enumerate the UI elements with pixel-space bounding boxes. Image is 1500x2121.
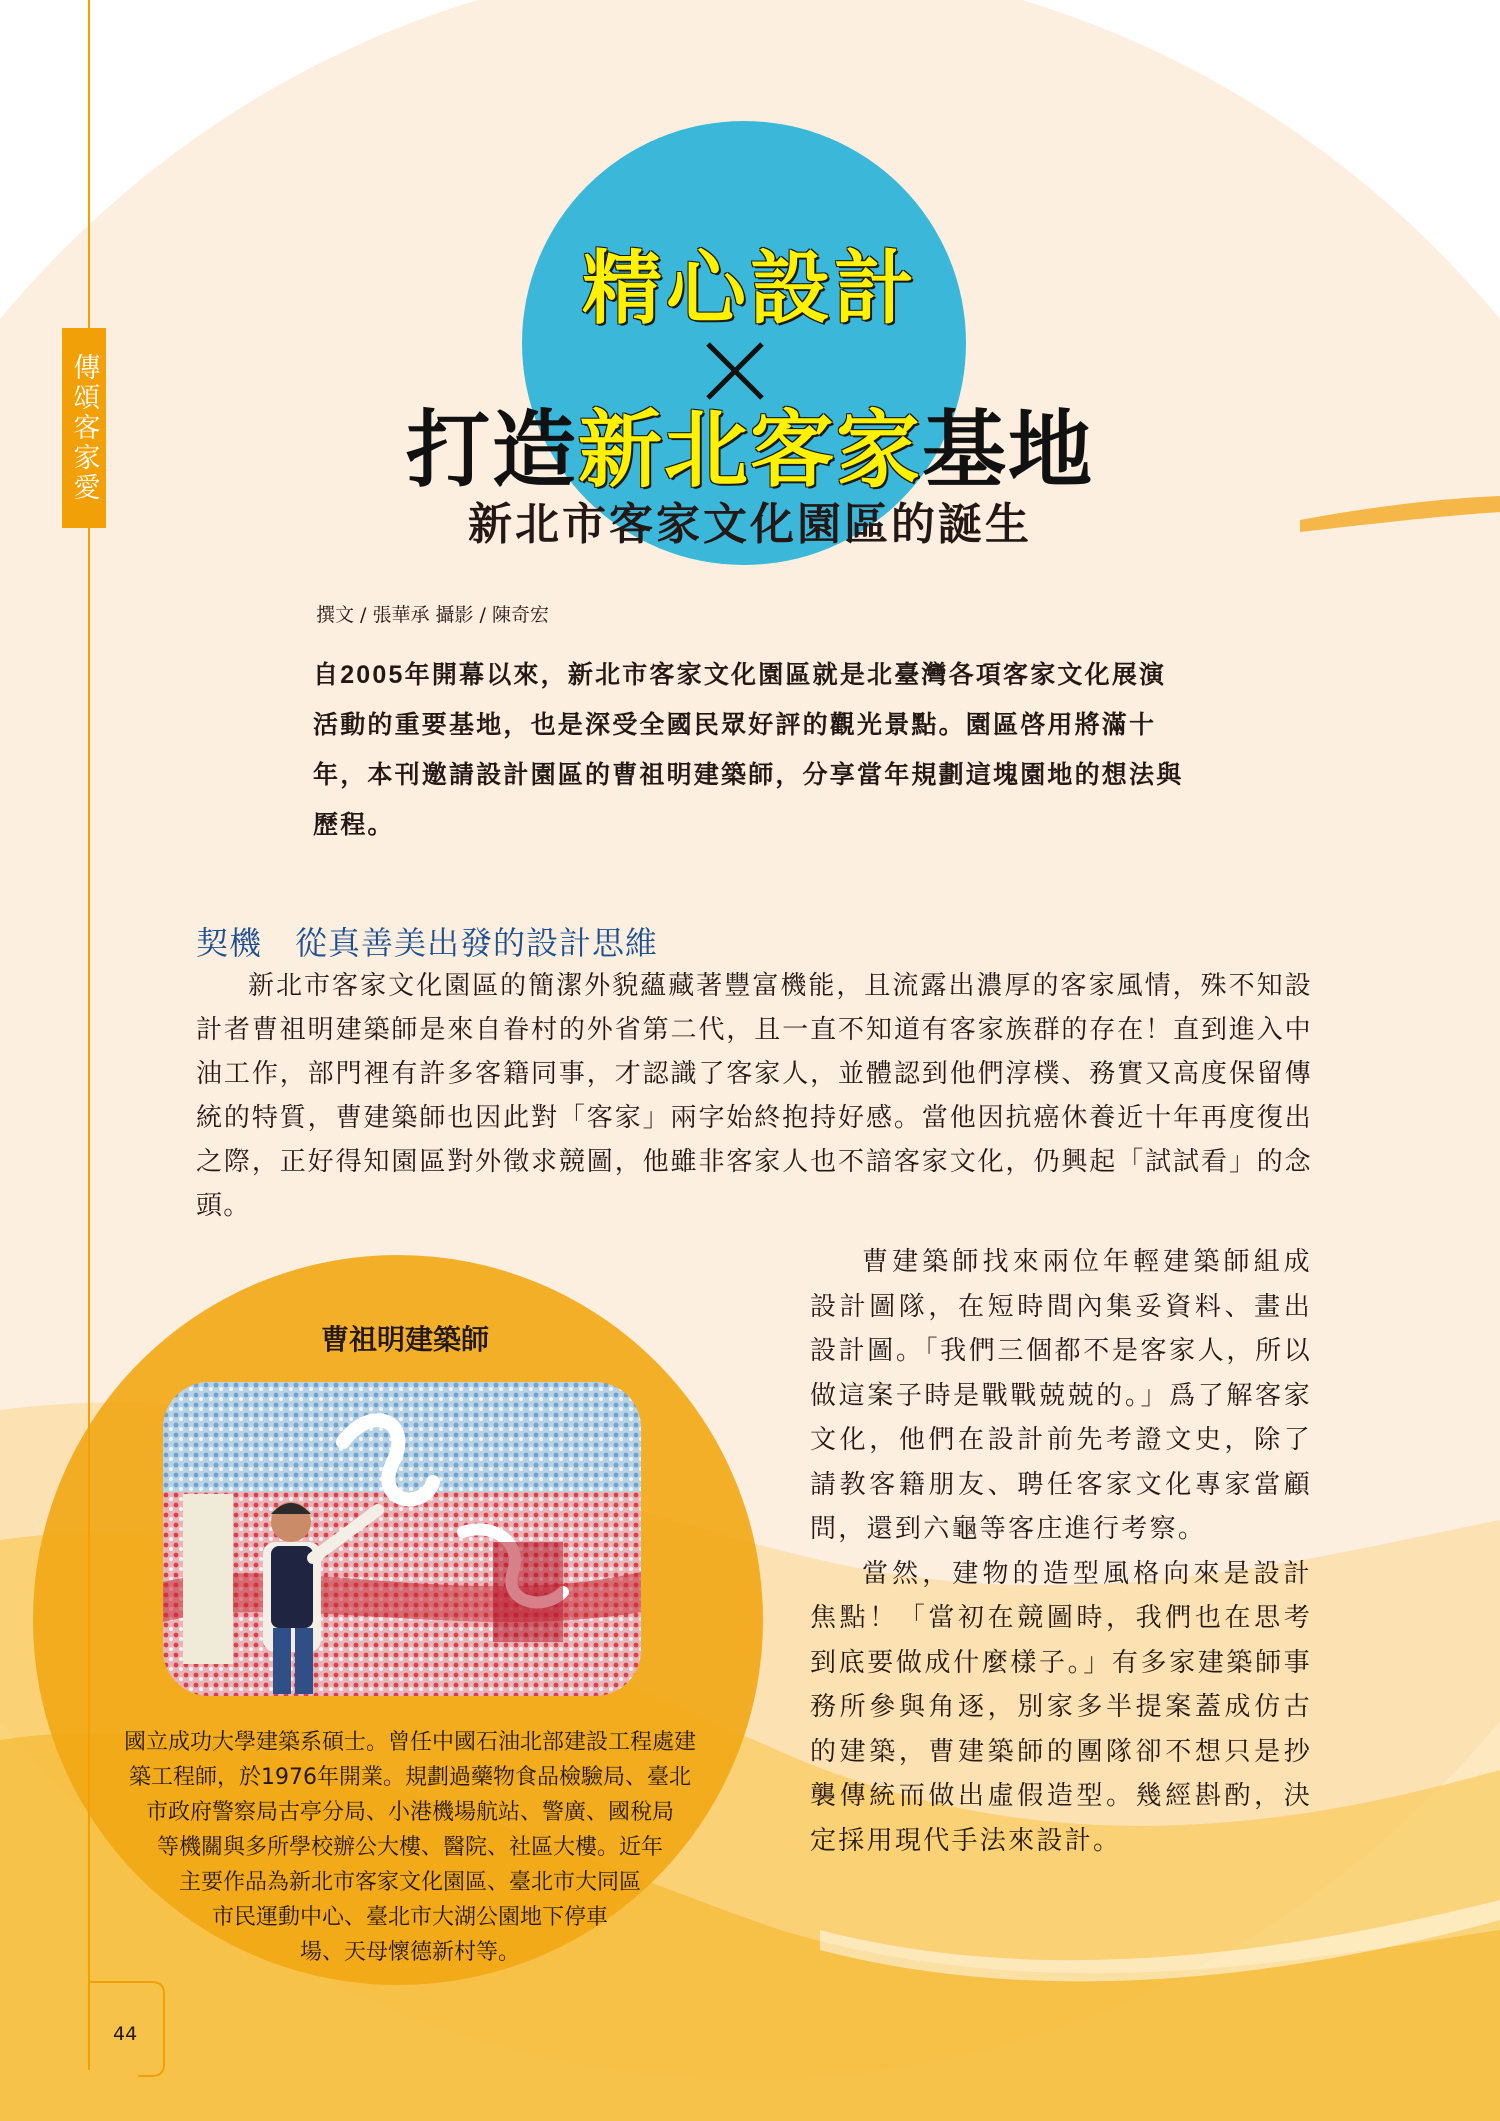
title-line1: 精心設計 — [582, 241, 918, 335]
bio-line: 市民運動中心、臺北市大湖公園地下停車 — [211, 1905, 608, 1930]
body-text-top — [196, 964, 1312, 1228]
section-tab: 傳頌客家愛 — [62, 328, 106, 528]
subtitle: 新北市客家文化園區的誕生 — [468, 499, 1032, 550]
bio-line: 國立成功大學建築系碩士。曾任中國石油北部建設工程處建 — [123, 1730, 696, 1755]
lead-paragraph: 自2005年開幕以來，新北市客家文化園區就是北臺灣各項客家文化展演活動的重要基地，也是深受全國民眾好評的觀光景點。園區啓用將滿十年，本刊邀請設計園區的曹祖明建築師，分享當年規劃這塊園地的想法與歷程。 — [313, 661, 1184, 839]
architect-bio — [90, 1725, 730, 1970]
page-number: 44 — [113, 2023, 138, 2045]
title-line2-part1: 打造 — [405, 400, 578, 499]
title-line2-highlight: 新北客家 — [577, 400, 922, 499]
bio-line: 等機關與多所學校辦公大樓、醫院、社區大樓。近年 — [156, 1835, 663, 1860]
title-line2-part2: 基地 — [922, 400, 1095, 499]
bio-line: 場、天母懷德新村等。 — [299, 1940, 520, 1965]
architect-photo — [163, 1382, 641, 1696]
bio-line: 市政府警察局古亭分局、小港機場航站、警廣、國稅局 — [145, 1800, 674, 1825]
title-line2 — [0, 400, 1500, 499]
byline: 撰文 / 張華承 攝影 / 陳奇宏 — [316, 604, 550, 626]
bio-line: 主要作品為新北市客家文化園區、臺北市大同區 — [178, 1870, 641, 1895]
bio-line: 築工程師，於1976年開業。規劃過藥物食品檢驗局、臺北 — [129, 1765, 691, 1790]
paragraph-3: 當然，建物的造型風格向來是設計焦點！「當初在競圖時，我們也在思考到底要做成什麼樣子。」有多家建築師事務所參與角逐，別家多半提案蓋成仿古的建築，曹建築師的團隊卻不想只是抄襲傳統而做出虛假造型。幾經斟酌，決定採用現代手法來設計。 — [810, 1558, 1312, 1856]
body-text-right-column — [810, 1240, 1312, 1863]
architect-name: 曹祖明建築師 — [320, 1323, 489, 1356]
times-icon — [702, 338, 768, 404]
paragraph-1: 新北市客家文化園區的簡潔外貌蘊藏著豐富機能，且流露出濃厚的客家風情，殊不知設計者曹祖明建築師是來自眷村的外省第二代，且一直不知道有客家族群的存在！直到進入中油工作，部門裡有許多客籍同事，才認識了客家人，並體認到他們淳樸、務實又高度保留傳統的特質，曹建築師也因此對「客家」兩字始終抱持好感。當他因抗癌休養近十年再度復出之際，正好得知園區對外徵求競圖，他雖非客家人也不諳客家文化，仍興起「試試看」的念頭。 — [196, 971, 1312, 1221]
section-heading: 契機 從真善美出發的設計思維 — [196, 924, 659, 962]
paragraph-2: 曹建築師找來兩位年輕建築師組成設計圖隊，在短時間內集妥資料、畫出設計圖。「我們三個都不是客家人，所以做這案子時是戰戰兢兢的。」爲了解客家文化，他們在設計前先考證文史，除了請教客籍朋友、聘任客家文化專家當顧問，還到六龜等客庄進行考察。 — [810, 1247, 1312, 1544]
